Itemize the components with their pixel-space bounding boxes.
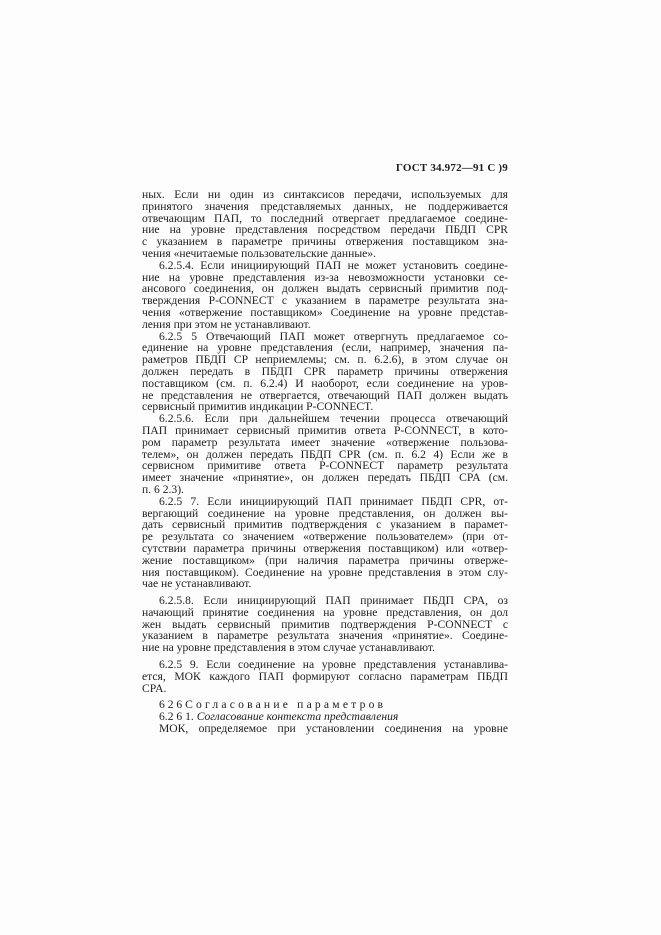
text-line: отвечающим ПАП, то последний отвергает предлагаемое соедине-: [142, 211, 508, 225]
text-line: ПАП принимает сервисный примитив ответа P-CONNECT, в кото-: [142, 423, 508, 437]
text-line: тверждения P-CONNECT с указанием в параметре результата зна-: [142, 294, 508, 308]
paragraph: [142, 496, 508, 590]
paragraph: [142, 595, 508, 654]
section-title: Согласование параметров: [185, 698, 387, 712]
page-header: ГОСТ 34.972—91 С )9: [395, 162, 508, 174]
text-line: чения «отвержение поставщиком» Соединение на уровне представ-: [142, 305, 508, 319]
text-line: начающий принятие соединения на уровне представления, он дол: [142, 605, 508, 619]
text-line: 6.2.5 5 Отвечающий ПАП может отвергнуть предлагаемое со-: [159, 329, 508, 343]
text-line: жен выдать сервисный примитив подтверждения P-CONNECT с: [142, 617, 508, 631]
paragraph: [142, 413, 508, 496]
text-line: указанием в параметре результата значения «принятие». Соедине-: [142, 629, 508, 643]
text-line: жение поставщиком» (при наличия параметра причины отверже-: [142, 553, 508, 567]
text-line: ных. Если ни один из синтаксисов передачи, используемых для: [142, 188, 508, 201]
subsection-title: Согласование контекста представления: [196, 710, 399, 724]
text-line: ром параметр результата имеет значение «отвержение пользова-: [142, 435, 508, 449]
subsection-heading: [142, 711, 508, 735]
text-line: ние на уровне представления в этом случае устанавливают.: [142, 641, 435, 655]
text-line: CPA.: [142, 681, 167, 695]
text-line: 6.2.5 9. Если соединение на уровне представления устанавлива-: [159, 658, 508, 672]
subsection-number: 6.2 6 1.: [159, 710, 194, 724]
text-line: дать сервисный примитив подтверждения с указанием в парамет-: [142, 518, 508, 532]
text-line: 6.2.5.4. Если инициирующий ПАП не может установить соедине-: [159, 258, 508, 272]
text-line: 6.2.5.8. Если инициирующий ПАП принимает ПБДП CPA, оз: [159, 594, 508, 608]
text-line: не представления не отвергается, отвечающий ПАП должен выдать: [142, 388, 508, 402]
text-line: ансового соединения, он должен выдать сервисный примитив под-: [142, 282, 508, 296]
text-line: ления при этом не устанавливают.: [142, 317, 311, 331]
paragraph: [142, 659, 508, 694]
paragraph: [142, 260, 508, 331]
text-line: сутствии параметра причины отвержения поставщиком) или «отвер-: [142, 541, 508, 555]
text-line: 6.2.5.6. Если при дальнейшем течении процесса отвечающий: [159, 412, 508, 426]
text-line: единение на уровне представления (если, например, значения па-: [142, 341, 508, 355]
text-line: 6.2.5 7. Если инициирующий ПАП принимает ПБДП CPR, от-: [159, 494, 508, 508]
text-line: должен передать в ПБДП CPR параметр причины отвержения: [142, 364, 508, 378]
text-line: принятого значения представляемых данных, не поддерживается: [142, 199, 508, 213]
text-line: ре результата со значением «отвержение пользователем» (при от-: [142, 530, 508, 544]
text-line: чения «нечитаемые пользовательские данные».: [142, 246, 376, 260]
paragraph: [142, 189, 508, 260]
text-line: раметров ПБДП CP неприемлемы; см. п. 6.2.6), в этом случае он: [142, 353, 508, 367]
text-line: ется, МОК каждого ПАП формируют согласно параметрам ПБДП: [142, 669, 508, 683]
text-line: сервисном примитиве ответа P-CONNECT параметр результата: [142, 459, 508, 473]
text-line: телем», он должен передать ПБДП CPR (см. п. 6.2 4) Если же в: [142, 447, 508, 461]
text-line: поставщиком (см. п. 6.2.4) И наоборот, если соединение на уров-: [142, 376, 508, 390]
text-line: п. 6 2.3).: [142, 482, 184, 496]
text-line: вергающий соединение на уровне представления, он должен вы-: [142, 506, 508, 520]
text-line: имеет значение «принятие», он должен передать ПБДП CPA (см.: [142, 471, 508, 485]
text-line: сервисный примитив индикации P-CONNECT.: [142, 400, 374, 414]
text-line: с указанием в параметре причины отвержения поставщиком зна-: [142, 235, 508, 249]
paragraphs: [142, 189, 508, 694]
text-line: ние на уровне представления из-за невозможности установки се-: [142, 270, 508, 284]
text-line: ния поставщиком). Соединение на уровне представления в этом слу-: [142, 565, 508, 579]
text-line: чае не устанавливают.: [142, 577, 252, 591]
document-body: [142, 189, 508, 735]
text-line: ние на уровне представления посредством передачи ПБДП CPR: [142, 223, 508, 237]
text-line: МОК, определяемое при установлении соединения на уровне: [159, 722, 508, 736]
paragraph: [142, 331, 508, 414]
section-number: 6 2 6: [159, 698, 183, 712]
